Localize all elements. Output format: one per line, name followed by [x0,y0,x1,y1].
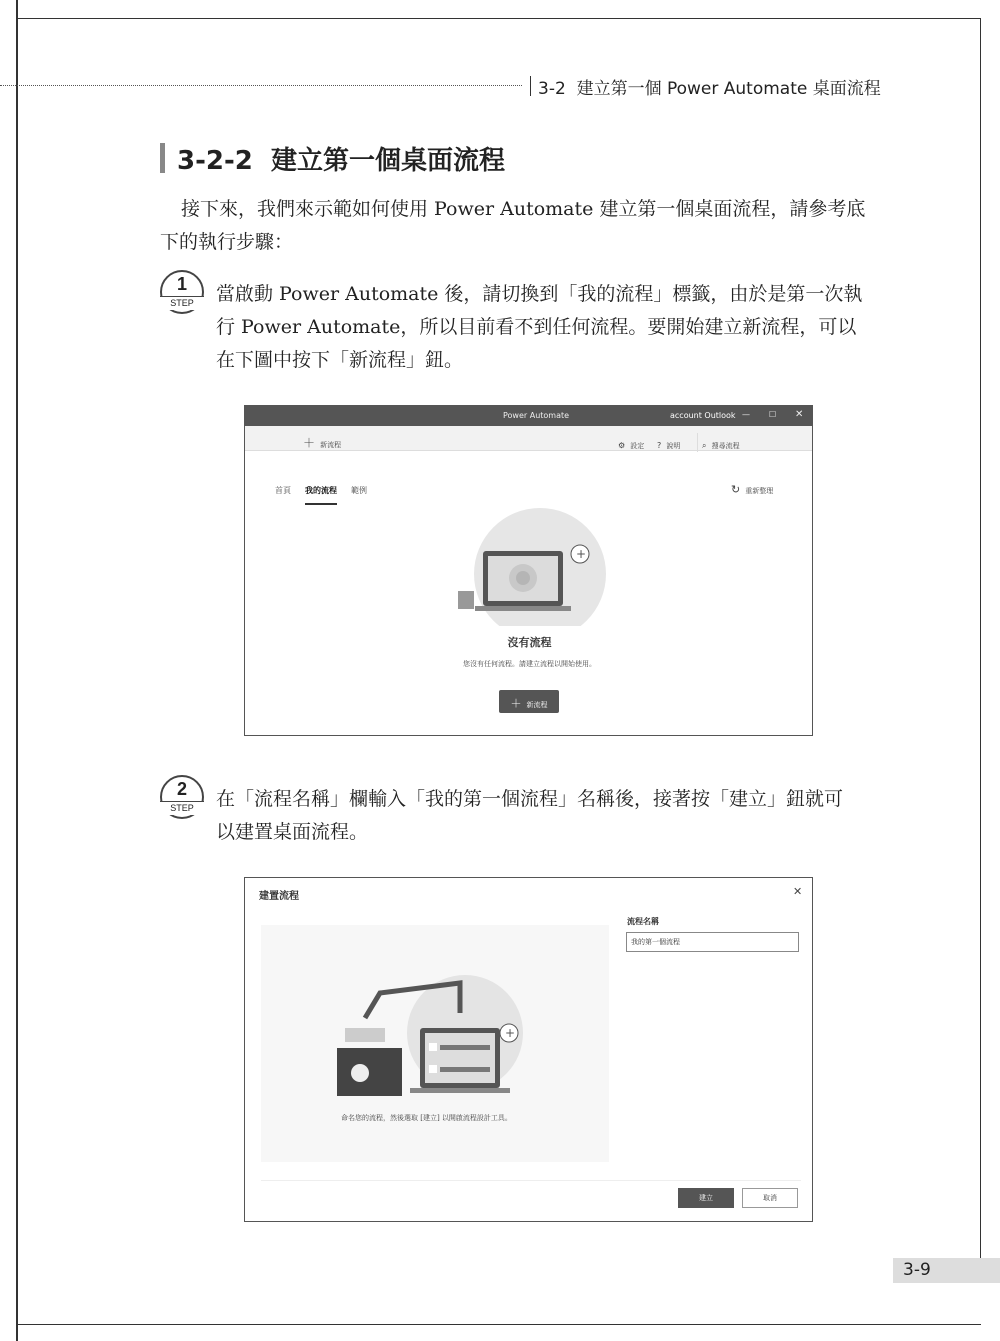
running-title: 3-2 建立第一個 Power Automate 桌面流程 [538,79,881,99]
step-text: 在下圖中按下「新流程」鈕。 [216,349,464,371]
plus-icon: ＋ [303,436,316,450]
section-title: 3-2-2 建立第一個桌面流程 [177,146,505,176]
svg-text:+: + [576,547,587,561]
intro-line: 接下來，我們來示範如何使用 Power Automate 建立第一個桌面流程，請參考底 [181,198,866,220]
new-flow-button[interactable]: ＋ 新流程 [499,690,559,713]
maximize-icon[interactable]: ☐ [769,410,777,419]
heading-bar [160,143,165,173]
gear-icon: ⚙ [618,441,626,450]
page-number: 3-9 [903,1260,931,1280]
step-text: 當啟動 Power Automate 後，請切換到「我的流程」標籤，由於是第一次執 [216,283,863,305]
create-flow-illustration [325,973,545,1103]
dialog-hint: 命名您的流程，然後選取 [建立] 以開啟流程設計工具。 [341,1114,512,1122]
frame-bottom [16,1324,981,1325]
frame-left [16,0,18,1341]
tab-examples[interactable]: 範例 [351,486,367,495]
intro-line: 下的執行步驟： [160,231,294,253]
header-divider [530,76,531,96]
step-text: 以建置桌面流程。 [216,821,369,843]
tab-home[interactable]: 首頁 [275,486,291,495]
tab-my-flows[interactable]: 我的流程 [305,485,337,505]
question-icon: ? [657,441,662,450]
empty-title: 沒有流程 [507,636,552,649]
footer-divider [261,1180,801,1181]
frame-top [16,18,981,19]
empty-description: 您沒有任何流程。請建立流程以開始使用。 [463,660,596,668]
close-icon[interactable]: ✕ [793,885,803,898]
close-icon[interactable]: ✕ [795,409,804,420]
refresh-icon: ↻ [731,483,741,496]
minimize-icon[interactable]: — [742,410,750,419]
dialog-title: 建置流程 [259,891,299,902]
plus-icon: ＋ [510,697,522,710]
window-title: Power Automate [503,411,570,420]
create-button[interactable]: 建立 [678,1188,734,1208]
step-text: 在「流程名稱」欄輸入「我的第一個流程」名稱後，接著按「建立」鈕就可 [216,788,844,810]
step-2-badge: 2 STEP [160,775,204,819]
header-dotted-rule [0,85,522,86]
new-flow-toolbar-button[interactable]: ＋ 新流程 [303,436,342,450]
account-label: account Outlook [670,411,736,420]
frame-right [980,18,981,1258]
search-flows[interactable]: ⌕ 搜尋流程 [697,433,740,452]
help-button[interactable]: ? 說明 [657,441,681,450]
screenshot-create-flow-dialog [244,877,813,1222]
screenshot-power-automate [244,405,813,736]
field-label: 流程名稱 [627,917,659,926]
empty-state-illustration [450,506,610,626]
svg-text:+: + [505,1026,516,1040]
cancel-button[interactable]: 取消 [742,1188,798,1208]
search-icon: ⌕ [702,441,707,450]
step-text: 行 Power Automate，所以目前看不到任何流程。要開始建立新流程，可以 [216,316,857,338]
step-1-badge: 1 STEP [160,270,204,314]
flow-name-input[interactable]: 我的第一個流程 [626,932,799,952]
refresh-button[interactable]: ↻ 重新整理 [731,483,774,496]
settings-button[interactable]: ⚙ 設定 [618,441,645,450]
